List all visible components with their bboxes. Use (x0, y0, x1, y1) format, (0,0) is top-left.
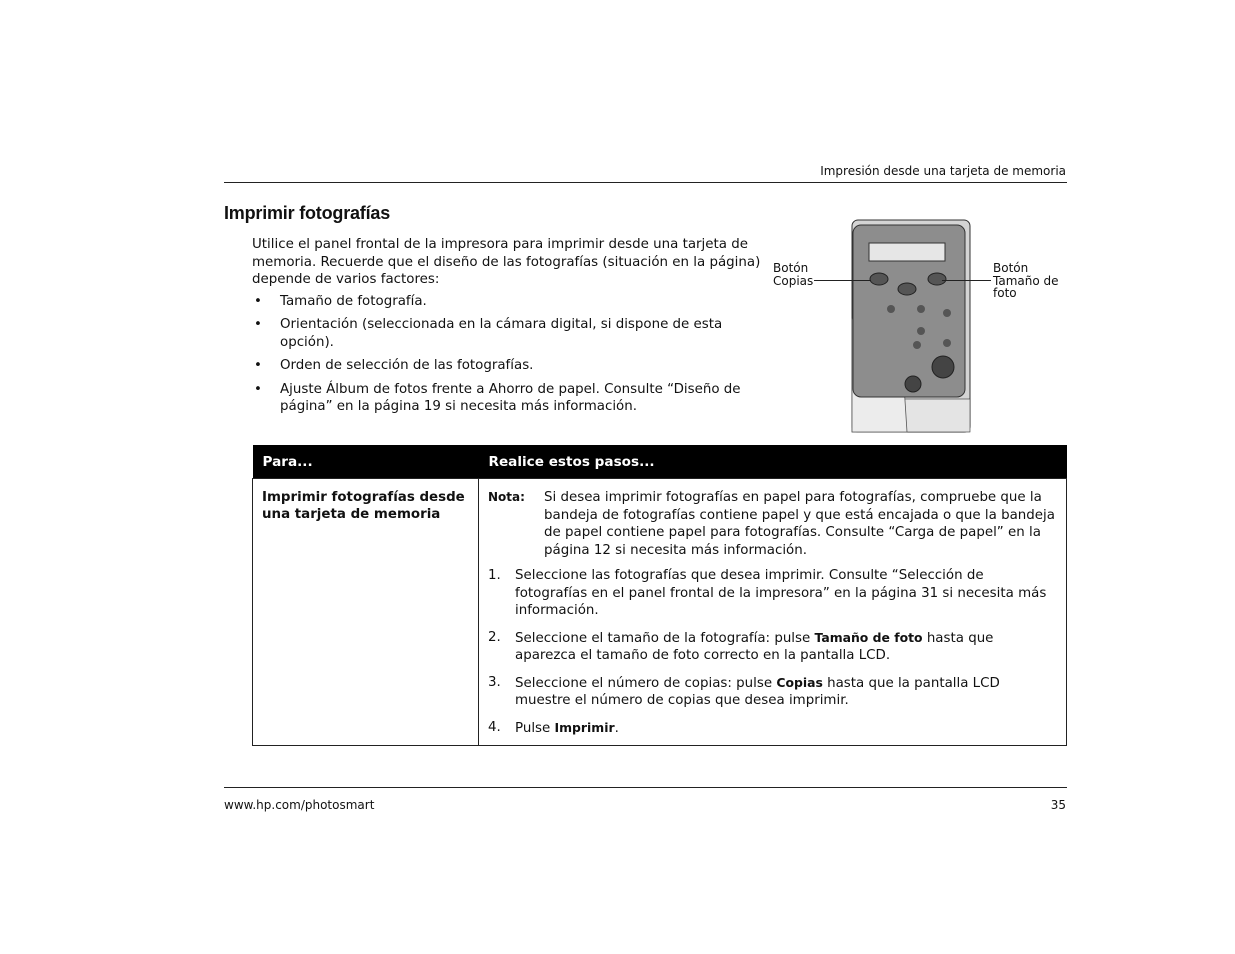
column-header-steps: Realice estos pasos... (479, 445, 1067, 479)
bullet-symbol: • (254, 358, 262, 373)
bullet-symbol: • (254, 317, 262, 332)
step-item: 4. Pulse Imprimir. (488, 719, 619, 736)
column-header-task: Para... (253, 445, 479, 479)
list-item: • Tamaño de fotografía. (254, 293, 427, 309)
footer-url: www.hp.com/photosmart (224, 798, 375, 812)
intro-paragraph: Utilice el panel frontal de la impresora para imprimir desde una tarjeta de memoria. Recuerde que el diseño de las fotografías (situación en la página) depende de varios factores: (252, 237, 761, 287)
bullet-symbol: • (254, 293, 262, 309)
callout-line-right (942, 280, 991, 281)
note-label: Nota: (488, 490, 525, 504)
footer-rule (224, 787, 1067, 788)
printer-panel-illustration (851, 219, 971, 433)
step-item: 3. Seleccione el número de copias: pulse Copias hasta que la pantalla LCD muestre el número de copias que desea imprimir. (488, 674, 1000, 708)
running-header: Impresión desde una tarjeta de memoria (820, 164, 1066, 178)
note-text: Si desea imprimir fotografías en papel para fotografías, compruebe que la bandeja de fotografías contiene papel y que está encajada o que la bandeja de papel contiene papel para fotografías. Consulte “Carga de papel” en la página 12 si necesita más información. (544, 490, 1055, 558)
table-row (253, 479, 1067, 746)
bullet-symbol: • (254, 381, 262, 397)
intro-block (252, 236, 762, 422)
page-number: 35 (1050, 798, 1066, 812)
step-item: 2. Seleccione el tamaño de la fotografía: pulse Tamaño de foto hasta que aparezca el tamaño de foto correcto en la pantalla LCD. (488, 629, 994, 663)
list-item: • Orden de selección de las fotografías. (254, 358, 534, 373)
factor-list (252, 293, 762, 416)
copies-button-callout: Botón Copias (773, 261, 814, 288)
step-item: 1. Seleccione las fotografías que desea imprimir. Consulte “Selección de fotografías en el panel frontal de la impresora” en la página 31 si necesita más información. (488, 568, 1047, 618)
button-name: Tamaño de foto (814, 629, 923, 645)
header-rule (224, 182, 1067, 183)
list-item: • Ajuste Álbum de fotos frente a Ahorro de papel. Consulte “Diseño de página” en la página 19 si necesita más información. (254, 381, 741, 414)
note (488, 489, 1057, 559)
section-title: Imprimir fotografías (224, 203, 391, 223)
task-cell: Imprimir fotografías desde una tarjeta de memoria (253, 479, 479, 746)
callout-line-left (814, 280, 871, 281)
button-name: Imprimir (554, 719, 615, 735)
steps-table (252, 445, 1067, 746)
steps-cell (479, 479, 1067, 746)
button-name: Copias (776, 674, 823, 690)
list-item: • Orientación (seleccionada en la cámara digital, si dispone de esta opción). (254, 317, 723, 350)
photo-size-button-callout: Botón Tamaño de foto (993, 261, 1059, 300)
